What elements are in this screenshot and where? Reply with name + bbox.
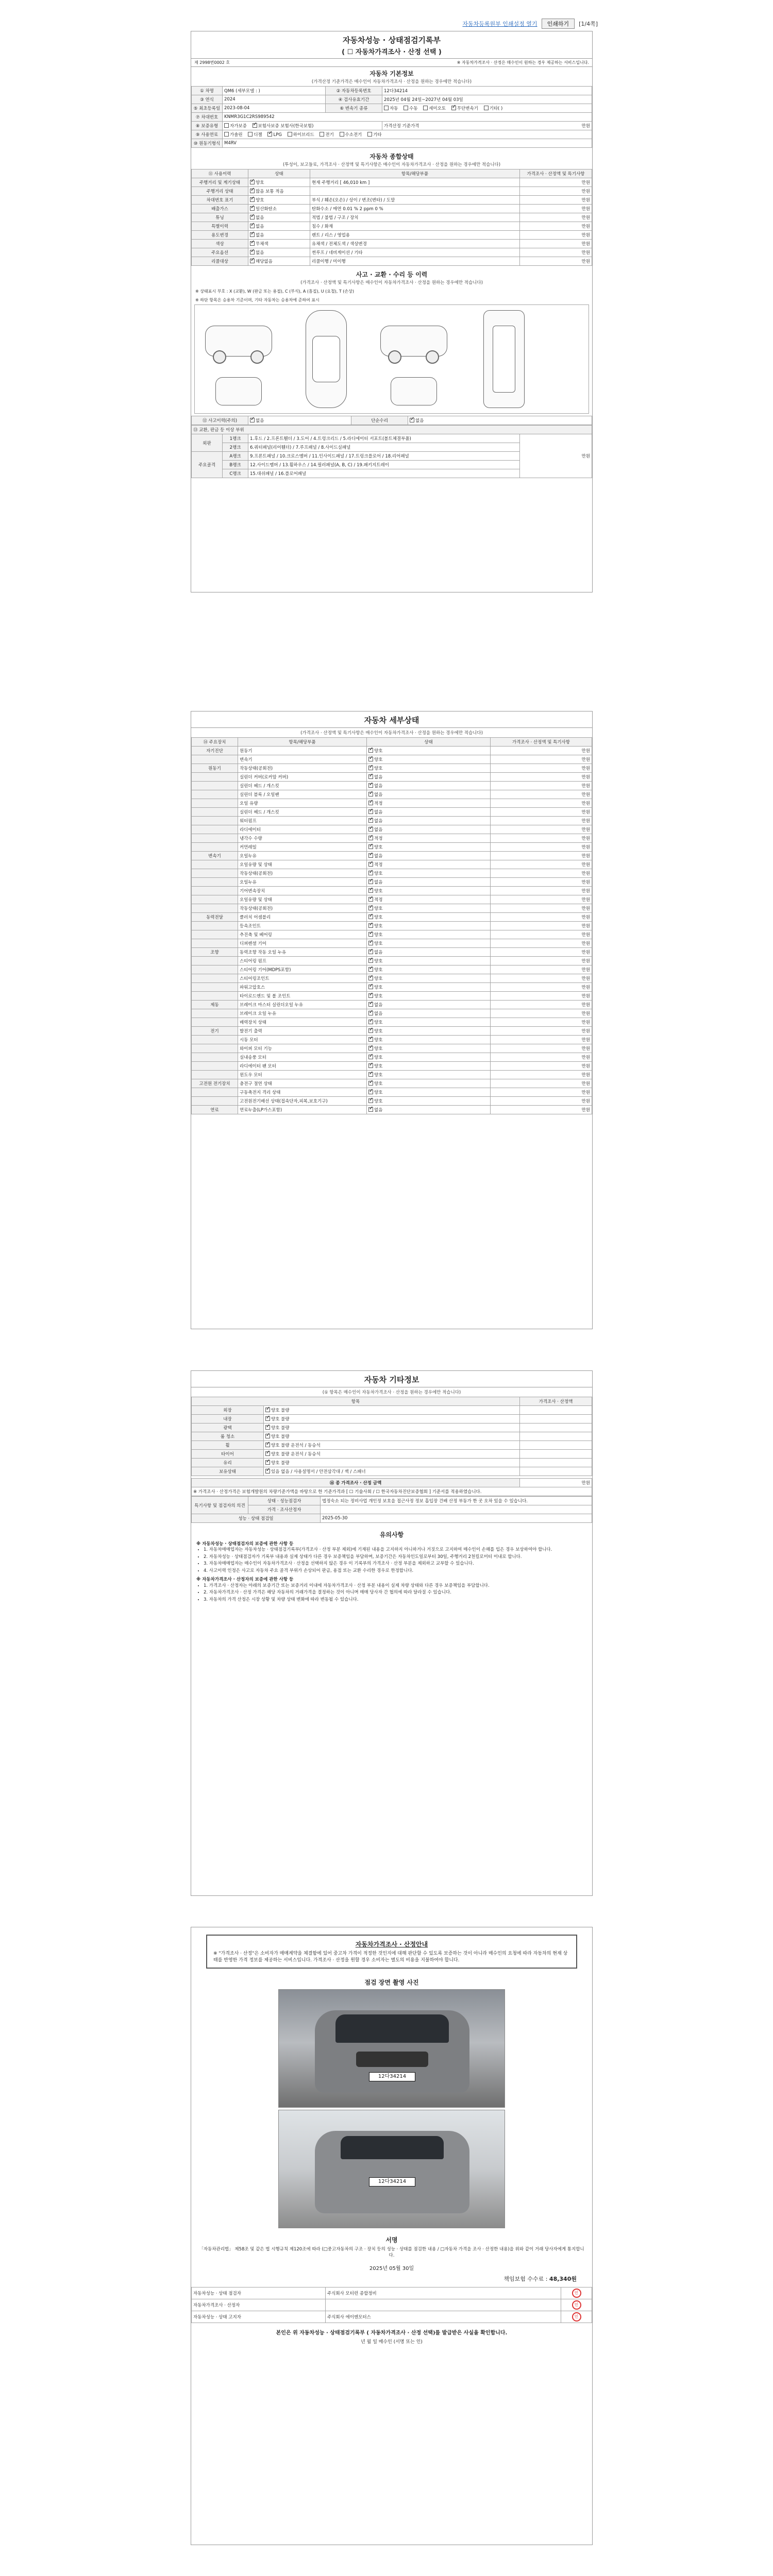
table-row: 배출가스 ✓ 일산화탄소 탄화수소 / 매연 0.01 % 2 ppm 0 % 만원	[192, 205, 592, 213]
license-plate: 12다34214	[369, 2177, 415, 2187]
special-price-text	[321, 1505, 592, 1514]
basic-info-title: 자동차 기본정보	[369, 70, 414, 77]
rules-heading-1: ※ 자동차성능 · 상태점검자의 보증에 관한 사항 등	[196, 1541, 294, 1547]
table-row: 오일누유 ✓ 없음 만원	[192, 878, 592, 887]
checkbox-checked[interactable]	[250, 259, 255, 263]
motor-label: ⑩ 원동기형식	[192, 139, 223, 148]
year-value: 2024	[223, 95, 326, 104]
table-row: 주요골격 A랭크 9.프론트패널 / 10.크로스멤버 / 11.인사이드패널 / 17.트렁크플로어 / 18.리어패널	[192, 452, 592, 461]
table-row: 동력전달 클러치 어셈블리 ✓ 양호 만원	[192, 913, 592, 922]
footer-sign-line: 년 월 일 매수인 (서명 또는 인)	[361, 2340, 423, 2345]
rule-item: • 2. 자동차성능 · 상태점검자가 기록부 내용과 실제 상태가 다른 경우 보증책임을 부담하며, 보증기간은 자동차인도일로부터 30일, 주행거리 2천킬로미터 이내로 합니다.	[204, 1554, 587, 1560]
total-price-title: ⑯ 종 가격조사 · 산정 금액	[192, 1479, 520, 1487]
table-row: 스티어링 펌프 ✓ 양호 만원	[192, 957, 592, 965]
checkbox-checked[interactable]	[368, 801, 373, 805]
table-row: 타이어 ✓ 양호 불량 운전석 / 동승석	[192, 1450, 592, 1459]
table-row: 특별이력 ✓ 없음 침수 / 화재 만원	[192, 222, 592, 231]
checkbox[interactable]	[367, 132, 372, 137]
footer-confirmation: 본인은 위 자동차성능 · 상태점검기록부 ( 자동차가격조사 · 산정 선택)를 발급받은 사실을 확인합니다.	[276, 2330, 508, 2336]
checkbox-checked[interactable]	[368, 862, 373, 867]
checkbox-checked[interactable]	[368, 766, 373, 770]
total-price-note: ※ 가격조사 · 산정가격은 보험개발원의 차량기준가액을 바탕으로 한 기준가격과 [ ☐ 기술사회 / ☐ 한국자동차진단보증협회 ] 기준서를 적용하였습니다.	[192, 1487, 592, 1496]
inspection-date-label: 성능 · 상태 점검일	[192, 1514, 321, 1523]
checkbox-checked[interactable]	[368, 1063, 373, 1068]
inspection-date-value: 2025-05-30	[321, 1514, 592, 1523]
checkbox[interactable]	[340, 132, 344, 137]
price-basis: 가격산정 기준가격 만원	[382, 122, 592, 130]
checkbox-checked[interactable]	[368, 985, 373, 989]
exchange-table	[191, 425, 592, 478]
table-row: 커먼레일 ✓ 양호 만원	[192, 843, 592, 852]
table-row: 라디에이터 팬 모터 ✓ 양호 만원	[192, 1062, 592, 1071]
accident-history-label: ⑫ 사고이력(주의)	[192, 416, 248, 425]
price-notice-body: ※ "가격조사 · 산정"은 소비자가 매매계약을 체결함에 있어 중고차 가격이 적정한 것인지에 대해 판단할 수 있도록 보증하는 것이 아니라 매수인의 요청에 따라 자동차의 현재 상태를 반영한 가격 정보를 제공하는 서비스입니다. 가격조사 · 산정을 원할 경우 소비자는 별도의 비용을 지불하여야 합니다.	[213, 1951, 568, 1963]
document-subtitle: ( ☐ 자동차가격조사 · 산정 선택 )	[342, 48, 442, 56]
rules-title: 유의사항	[379, 1531, 404, 1538]
table-row: 내장 ✓ 양호 불량	[192, 1415, 592, 1423]
checkbox-checked[interactable]	[368, 993, 373, 998]
checkbox-checked[interactable]	[368, 1072, 373, 1077]
status-note: (투성이, 보고들료, 가격조사 · 산정액 및 특기사항은 매수인이 자동차가격조사 · 산정을 원하는 경우에만 적습니다)	[282, 162, 501, 167]
car-body-diagram	[194, 304, 589, 414]
inspection-photo-front	[278, 1989, 505, 2108]
page-1	[191, 31, 593, 592]
checkbox-checked[interactable]	[368, 757, 373, 761]
checkbox-checked[interactable]	[267, 132, 272, 137]
rule-item: • 3. 자동차매매업자는 매수인이 자동차가격조사 · 산정을 선택하지 않은 경우 이 기록부의 가격조사 · 산정 부분을 제외하고 교부할 수 있습니다.	[204, 1561, 587, 1567]
table-row: 유리 ✓ 양호 불량	[192, 1459, 592, 1467]
price-cell	[520, 1415, 592, 1423]
checkbox-checked[interactable]	[368, 774, 373, 779]
checkbox-checked[interactable]	[368, 1098, 373, 1103]
table-row: 워터펌프 ✓ 없음 만원	[192, 817, 592, 825]
page-indicator: [1/4쪽]	[579, 21, 598, 27]
checkbox-checked[interactable]	[368, 748, 373, 753]
rules-heading-2: ※ 자동차가격조사 · 산정자의 보증에 관한 사항 등	[196, 1577, 294, 1583]
car-name-label: ① 차명	[192, 87, 223, 95]
checkbox-checked[interactable]	[250, 215, 255, 219]
checkbox-checked[interactable]	[250, 189, 255, 193]
table-row: 용도변경 ✓ 없음 렌트 / 리스 / 영업용 만원	[192, 231, 592, 240]
other-info-table	[191, 1397, 592, 1476]
rule-item: • 1. 자동차매매업자는 자동차성능 · 상태점검기록부(가격조사 · 산정 부분 제외)에 기재된 내용을 고지하지 아니하거나 거짓으로 고지하여 매수인이 손해를 입은 경우 보상하여야 합니다.	[204, 1547, 587, 1553]
year-label: ③ 연식	[192, 95, 223, 104]
detail-header	[191, 711, 592, 728]
table-row: 스티어링조인트 ✓ 양호 만원	[192, 974, 592, 983]
table-row: 자동차가격조사 · 산정자 인	[192, 2299, 592, 2311]
price-cell	[520, 1432, 592, 1441]
rule-item: • 1. 가격조사 · 산정자는 아래의 보증기간 또는 보증거리 이내에 자동차가격조사 · 산정 부분 내용이 실제 차량 상태와 다른 경우 보증책임을 부담합니다.	[204, 1583, 587, 1589]
car-front-view	[215, 377, 262, 405]
status-header: 항목/해당부품	[310, 170, 520, 178]
valid-value: 2025년 04월 24일~2027년 04월 03일	[382, 95, 592, 104]
table-row: 등속조인트 ✓ 양호 만원	[192, 922, 592, 930]
checkbox-checked[interactable]	[368, 783, 373, 788]
table-row: 추진축 및 베어링 ✓ 양호 만원	[192, 930, 592, 939]
status-header: 가격조사 · 산정액 및 특기사항	[520, 170, 592, 178]
fuel-options: 가솔린 디젤 ✓ LPG 하이브리드 전기 수소전기 기타	[223, 130, 592, 139]
table-row: 변속기 오일누유 ✓ 없음 만원	[192, 852, 592, 860]
wheel	[213, 350, 226, 364]
special-inspector-label: 상태 · 성능점검자	[248, 1497, 321, 1505]
checkbox-checked[interactable]	[250, 206, 255, 211]
wheel	[250, 350, 264, 364]
car-rear-view	[391, 377, 437, 405]
vin-label: ⑦ 차대번호	[192, 113, 223, 122]
fee-line	[191, 2275, 592, 2283]
checkbox[interactable]	[384, 106, 389, 110]
document-meta	[191, 59, 592, 67]
checkbox-checked[interactable]	[250, 232, 255, 237]
checkbox-checked[interactable]	[250, 224, 255, 228]
checkbox-checked[interactable]	[368, 1028, 373, 1033]
price-notice-title: 자동차가격조사 · 산정안내	[355, 1941, 428, 1948]
checkbox-checked[interactable]	[368, 1037, 373, 1042]
table-row: 차대번호 표기 ✓ 양호 부식 / 훼손(오손) / 상이 / 변조(변타) / 도말 만원	[192, 196, 592, 205]
wheel	[388, 350, 401, 364]
status-title: 자동차 종합상태	[369, 153, 414, 160]
print-button[interactable]: 인쇄하기	[542, 19, 575, 29]
page-4	[191, 1927, 593, 2545]
checkbox-checked[interactable]	[368, 879, 373, 884]
checkbox-checked[interactable]	[410, 418, 414, 422]
detail-header-cell: ⑭ 주요장치	[192, 738, 238, 747]
price-cell	[520, 1423, 592, 1432]
checkbox-checked[interactable]	[265, 1451, 270, 1456]
checkbox-checked[interactable]	[265, 1425, 270, 1430]
accident-note: (가격조사 · 산정액 및 특기사항은 매수인이 자동차가격조사 · 산정을 원하는 경우에만 적습니다)	[300, 280, 483, 285]
checkbox-checked[interactable]	[368, 792, 373, 796]
table-row: 자동차성능 · 상태 고지자 주식회사 에이엔모터스 인	[192, 2311, 592, 2323]
document-header	[191, 31, 592, 59]
warranty-label: ⑧ 보증유형	[192, 122, 223, 130]
checkbox-checked[interactable]	[368, 1046, 373, 1050]
sign-title: 서명	[385, 2236, 398, 2244]
checkbox-checked[interactable]	[368, 958, 373, 963]
detail-header-cell: 항목/해당부품	[238, 738, 367, 747]
reg-no-value: 12다34214	[382, 87, 592, 95]
table-row: 연료 연료누출(LP가스포함) ✓ 없음 만원	[192, 1106, 592, 1114]
table-row: 원동기 작동상태(공회전) ✓ 양호 만원	[192, 764, 592, 773]
table-row: 작동상태(공회전) ✓ 양호 만원	[192, 869, 592, 878]
checkbox-checked[interactable]	[368, 1055, 373, 1059]
document-title: 자동차성능 · 상태점검기록부	[342, 36, 441, 45]
table-row: 외판 1랭크 1.후드 / 2.프론트휀더 / 3.도어 / 4.트렁크리드 / 5.라디에이터 서포트(볼트체결부품) 만원	[192, 434, 592, 443]
table-row: 실린더 헤드 / 개스킷 ✓ 없음 만원	[192, 782, 592, 790]
valid-label: ④ 검사유효기간	[326, 95, 382, 104]
table-row: 전기 발전기 출력 ✓ 양호 만원	[192, 1027, 592, 1036]
transmission-options: 자동 수동 세미오토 ✓ 무단변속기 기타( )	[382, 104, 592, 113]
checkbox-checked[interactable]	[265, 1408, 270, 1412]
price-cell	[520, 1459, 592, 1467]
table-row: 오일 유량 ✓ 적정 만원	[192, 799, 592, 808]
fee-label: 책임보험 수수료 :	[503, 2276, 548, 2283]
signers-table	[191, 2287, 592, 2323]
table-row: 휠 ✓ 양호 불량 운전석 / 동승석	[192, 1441, 592, 1450]
photo-title: 점검 장면 촬영 사진	[364, 1979, 419, 1987]
table-row: 고전원 전기장치 충전구 절연 상태 ✓ 양호 만원	[192, 1079, 592, 1088]
price-cell	[520, 1467, 592, 1476]
table-row: 보유상태 ✓ 있음 없음 / 사용설명서 / 안전삼각대 / 잭 / 스패너	[192, 1467, 592, 1476]
detail-header-cell: 가격조사 · 산정액 및 특기사항	[491, 738, 592, 747]
document-number: 제 2998번0002 호	[194, 60, 230, 65]
simple-repair-label: 단순수리	[351, 416, 408, 425]
car-roof-outline	[312, 336, 340, 382]
detail-header-cell: 상태	[367, 738, 491, 747]
price-cell	[520, 1441, 592, 1450]
checkbox-checked[interactable]	[368, 1002, 373, 1007]
checkbox-checked[interactable]	[368, 818, 373, 823]
total-price-table	[191, 1478, 592, 1496]
checkbox-checked[interactable]	[368, 1020, 373, 1024]
status-table	[191, 169, 592, 266]
table-row: 시동 모터 ✓ 양호 만원	[192, 1036, 592, 1044]
checkbox-checked[interactable]	[265, 1460, 270, 1465]
checkbox[interactable]	[320, 132, 324, 137]
price-cell	[520, 1450, 592, 1459]
price-cell	[520, 1406, 592, 1415]
table-row: 브레이크 오일 누유 ✓ 없음 만원	[192, 1009, 592, 1018]
checkbox-checked[interactable]	[368, 906, 373, 910]
other-header-cell: 항목	[192, 1397, 520, 1406]
detail-note: (가격조사 · 산정액 및 특기사항은 매수인이 자동차가격조사 · 산정을 원하는 경우에만 적습니다)	[300, 731, 483, 736]
table-row: 리콜대상 ✓ 해당없음 리콜이행 / 미이행 만원	[192, 257, 592, 266]
table-row: 주행거리 및 계기상태 ✓ 양호 현재 주행거리 [ 46,010 km ] 만원	[192, 178, 592, 187]
accident-summary-table: ⑫ 사고이력(주의) ✓ 없음 단순수리 ✓ 없음	[191, 416, 592, 425]
table-row: 스티어링 기어(MDPS포함) ✓ 양호 만원	[192, 965, 592, 974]
other-info-note: (① 항목은 매수인이 자동차가격조사 · 산정을 원하는 경우에만 적습니다)	[322, 1390, 461, 1395]
table-row: 실린더 커버(로커암 커버) ✓ 없음 만원	[192, 773, 592, 782]
vin-value: KNMR3G1C2RS989542	[223, 113, 592, 122]
checkbox-checked[interactable]	[368, 1107, 373, 1112]
other-header-cell: 가격조사 · 산정액	[520, 1397, 592, 1406]
table-row: 실린더 블록 / 오일팬 ✓ 없음 만원	[192, 790, 592, 799]
table-row: 주행거리 상태 ✓ 많음 보통 적음 만원	[192, 187, 592, 196]
table-row: 고전원전기배선 상태(접속단자,피복,보호기구) ✓ 양호 만원	[192, 1097, 592, 1106]
rules-section-1	[191, 1539, 592, 1606]
detail-table	[191, 737, 592, 1114]
table-row: B랭크 12.사이드멤버 / 13.휠하우스 / 14.필러패널(A, B, C) / 19.패키지트레이	[192, 461, 592, 469]
table-row: 2랭크 6.쿼터패널(리어휀더) / 7.루프패널 / 8.사이드실패널	[192, 443, 592, 452]
table-row: 구동축전지 격리 상태 ✓ 양호 만원	[192, 1088, 592, 1097]
table-row: 오일유량 및 상태 ✓ 적정 만원	[192, 895, 592, 904]
checkbox-checked[interactable]	[368, 1090, 373, 1094]
table-row: 변속기 ✓ 양호 만원	[192, 755, 592, 764]
page-2	[191, 711, 593, 1329]
table-row: 기어변속장치 ✓ 양호 만원	[192, 887, 592, 895]
other-info-title: 자동차 기타정보	[364, 1375, 419, 1384]
motor-value: M4RV	[223, 139, 592, 148]
rule-item: • 2. 자동차가격조사 · 산정 가격은 해당 자동차의 거래가격을 결정하는 것이 아니며 매매 당사자 간 협의에 따라 달라질 수 있습니다.	[204, 1590, 587, 1596]
checkbox[interactable]	[423, 106, 428, 110]
checkbox-checked[interactable]	[250, 197, 255, 202]
checkbox[interactable]	[288, 132, 292, 137]
checkbox[interactable]	[224, 132, 229, 137]
table-row: 배력장치 상태 ✓ 양호 만원	[192, 1018, 592, 1027]
checkbox-checked[interactable]	[368, 976, 373, 980]
sign-note: 「자동차관리법」 제58조 및 같은 법 시행규칙 제120조에 따라 (□중고자동차의 구조 · 장치 등의 성능 · 상태를 점검한 내용 / □자동차 가격을 조사 · 산정한 내용)을 위와 같이 거래 당사자에게 통지합니다.	[199, 2247, 584, 2258]
checkbox-checked[interactable]	[250, 241, 255, 246]
wheel	[426, 350, 439, 364]
checkbox-checked[interactable]	[368, 827, 373, 832]
special-price-label: 가격 · 조사산정자	[248, 1505, 321, 1514]
table-row: 튜닝 ✓ 없음 적법 / 불법 / 구조 / 장치 만원	[192, 213, 592, 222]
exchange-label: ⑬ 교환, 판금 등 이상 부위	[192, 426, 592, 434]
table-row: 윈도우 모터 ✓ 양호 만원	[192, 1071, 592, 1079]
table-row: 색상 ✓ 무채색 유채색 / 전체도색 / 색상변경 만원	[192, 240, 592, 248]
checkbox-checked[interactable]	[368, 888, 373, 893]
checkbox-checked[interactable]	[368, 923, 373, 928]
checkbox-checked[interactable]	[265, 1443, 270, 1447]
rule-item: • 4. 사고이력 인정은 사고로 자동차 주요 골격 부위가 손상되어 판금, 용접 또는 교환 수리한 경우로 한정합니다.	[204, 1568, 587, 1574]
special-notes-table	[191, 1496, 592, 1523]
checkbox-checked[interactable]	[368, 941, 373, 945]
checkbox-checked[interactable]	[368, 836, 373, 840]
table-row: 제동 브레이크 마스터 실린더오일 누유 ✓ 없음 만원	[192, 1001, 592, 1009]
transmission-label: ⑥ 변속기 종류	[326, 104, 382, 113]
checkbox-checked[interactable]	[368, 1081, 373, 1086]
checkbox[interactable]	[224, 123, 229, 128]
table-row: 조향 동력조향 작동 오일 누유 ✓ 없음 만원	[192, 948, 592, 957]
table-row: 룸 청소 ✓ 양호 불량	[192, 1432, 592, 1441]
table-row: 오일유량 및 상태 ✓ 적정 만원	[192, 860, 592, 869]
checkbox-checked[interactable]	[451, 106, 456, 110]
table-row: 광택 ✓ 양호 불량	[192, 1423, 592, 1432]
table-row: 실린더 헤드 / 개스킷 ✓ 없음 만원	[192, 808, 592, 817]
checkbox-checked[interactable]	[368, 950, 373, 954]
checkbox-checked[interactable]	[250, 180, 255, 184]
warranty-options: 자가보증 ✓ 보험사보증 보험사(한국보험)	[223, 122, 382, 130]
table-row: 냉각수 수량 ✓ 적정 만원	[192, 834, 592, 843]
table-row: 파워고압호스 ✓ 양호 만원	[192, 983, 592, 992]
print-settings-link[interactable]: 자동차등록원부 인쇄설정 열기	[462, 21, 537, 27]
checkbox-checked[interactable]	[368, 967, 373, 972]
checkbox-checked[interactable]	[368, 914, 373, 919]
total-price-unit: 만원	[520, 1479, 592, 1487]
checkbox[interactable]	[248, 132, 253, 137]
checkbox-checked[interactable]	[368, 932, 373, 937]
table-row: 디퍼렌셜 기어 ✓ 양호 만원	[192, 939, 592, 948]
checkbox-checked[interactable]	[368, 853, 373, 858]
checkbox-checked[interactable]	[253, 123, 257, 128]
reg-no-label: ② 자동차등록번호	[326, 87, 382, 95]
price-notice-box	[206, 1935, 577, 1969]
first-reg-value: 2023-08-04	[223, 104, 326, 113]
fee-value: 48,340원	[549, 2276, 577, 2283]
checkbox-checked[interactable]	[265, 1434, 270, 1438]
other-info-header	[191, 1371, 592, 1387]
checkbox[interactable]	[404, 106, 408, 110]
special-inspector-text: 법정숙소 되는 정비사업 개인정 보호을 접근사정 정보 흡입장 건배 산정 부동가 한 곳 오차 있을 수 있습니다.	[321, 1497, 592, 1505]
table-row: 타이로드엔드 및 볼 조인트 ✓ 양호 만원	[192, 992, 592, 1001]
table-row: 자기진단 원동기 ✓ 양호 만원	[192, 747, 592, 755]
checkbox-checked[interactable]	[265, 1469, 270, 1473]
special-notes-label: 특기사항 및 점검자의 의견	[192, 1497, 248, 1514]
table-row: 라디에이터 ✓ 없음 만원	[192, 825, 592, 834]
checkbox[interactable]	[484, 106, 489, 110]
checkbox-checked[interactable]	[368, 871, 373, 875]
status-header: 상태	[248, 170, 310, 178]
table-row: 자동차성능 · 상태 점검자 주식회사 모터런 종합정비 인	[192, 2287, 592, 2299]
car-windshield	[335, 2014, 449, 2043]
checkbox-checked[interactable]	[368, 809, 373, 814]
table-row: 작동상태(공회전) ✓ 양호 만원	[192, 904, 592, 913]
table-row: C랭크 15.대쉬패널 / 16.플로어패널	[192, 469, 592, 478]
car-grille	[356, 2052, 428, 2067]
checkbox-checked[interactable]	[250, 250, 255, 255]
fuel-label: ⑨ 사용연료	[192, 130, 223, 139]
sign-date: 2025년 05월 30일	[369, 2266, 414, 2272]
detail-title: 자동차 세부상태	[364, 716, 419, 725]
checkbox-checked[interactable]	[368, 1011, 373, 1015]
checkbox-checked[interactable]	[368, 844, 373, 849]
stamp-icon: 인	[572, 2300, 581, 2310]
table-row: 와이퍼 모터 기능 ✓ 양호 만원	[192, 1044, 592, 1053]
stamp-icon: 인	[572, 2312, 581, 2321]
stamp-icon: 인	[572, 2289, 581, 2298]
status-header: ⑪ 사용이력	[192, 170, 248, 178]
accident-legend-2: ※ 하단 항목은 승용차 기준이며, 기타 자동차는 승용차에 준하여 표시	[195, 298, 320, 302]
car-name-value: QM6 (세부모델 : )	[223, 87, 326, 95]
checkbox-checked[interactable]	[368, 897, 373, 902]
basic-info-note: (가격산정 기준가격은 매수인이 자동차가격조사 · 산정을 원하는 경우에만 적습니다)	[311, 79, 472, 84]
rule-item: • 3. 자동차의 가격 산정은 시장 상황 및 차량 상태 변화에 따라 변동될 수 있습니다.	[204, 1597, 587, 1603]
page-3	[191, 1370, 593, 1896]
table-row: 외장 ✓ 양호 불량	[192, 1406, 592, 1415]
table-row: 주요옵션 ✓ 없음 썬루프 / 네비게이션 / 기타 만원	[192, 248, 592, 257]
car-frame-inner	[493, 326, 515, 393]
top-toolbar	[462, 19, 598, 29]
inspection-photo-rear	[278, 2110, 505, 2228]
car-rear-window	[341, 2136, 444, 2159]
document-meta-note: ※ 자동차가격조사 · 산정은 매수인이 원하는 경우 제공하는 서비스입니다.	[457, 60, 589, 65]
basic-info-table	[191, 86, 592, 148]
table-row: 실내송풍 모터 ✓ 양호 만원	[192, 1053, 592, 1062]
first-reg-label: ⑤ 최초등록일	[192, 104, 223, 113]
accident-title: 사고 · 교환 · 수리 등 이력	[356, 271, 428, 278]
license-plate: 12다34214	[369, 2072, 415, 2081]
accident-legend-1: ※ 상태표시 부호 : X (교환), W (판금 또는 용접), C (부식), A (흠집), U (요철), T (손상)	[195, 289, 355, 294]
checkbox-checked[interactable]	[250, 418, 255, 422]
checkbox-checked[interactable]	[265, 1416, 270, 1421]
